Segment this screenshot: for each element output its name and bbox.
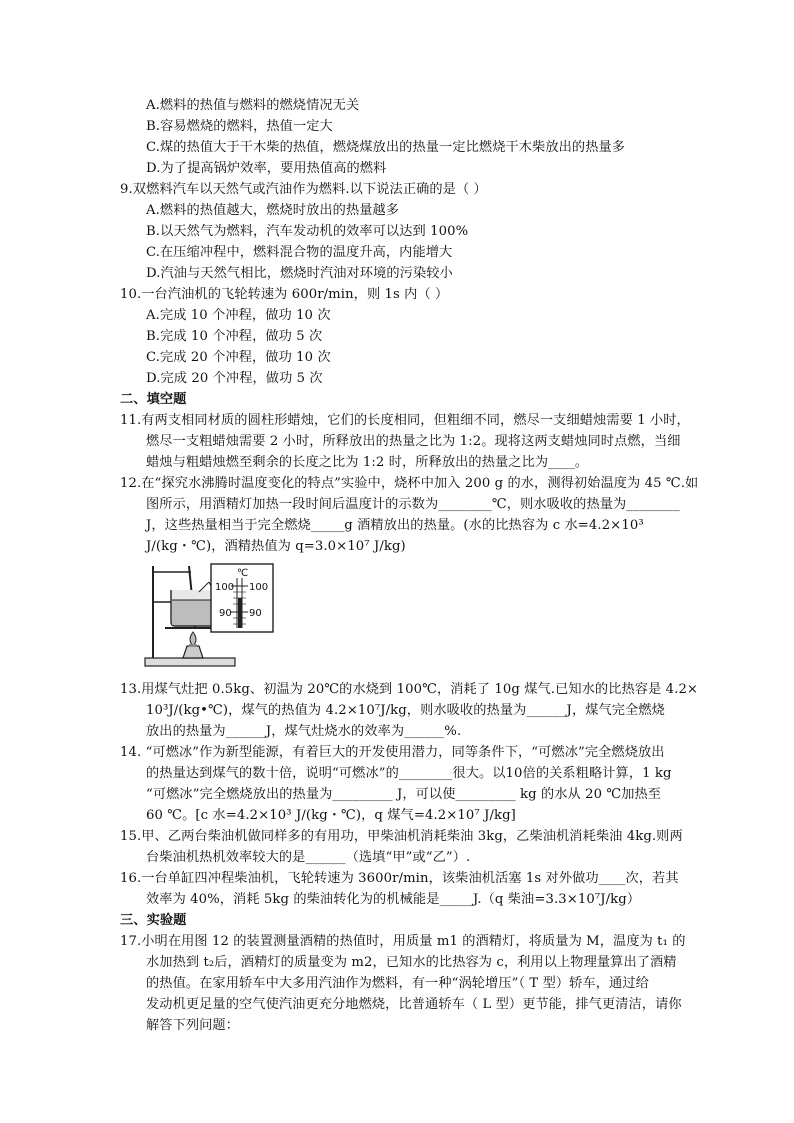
q12-line-4: J/(kg・℃)，酒精热值为 q=3.0×10⁷ J/kg) [146, 539, 406, 554]
q11-line-1: 11.有两支相同材质的圆柱形蜡烛，它们的长度相同，但粗细不同，燃尽一支细蜡烛需要 1 小时， [120, 413, 690, 428]
q10-option-c: C.完成 20 个冲程，做功 10 次 [146, 350, 331, 365]
q14-line-1: 14. “可燃冰”作为新型能源，有着巨大的开发使用潜力，同等条件下，“可燃冰”完全燃烧放出 [120, 745, 665, 760]
section-experiment-heading: 三、实验题 [120, 913, 187, 928]
q8-option-a: A.燃料的热值与燃料的燃烧情况无关 [146, 98, 360, 113]
q9-option-b: B.以天然气为燃料，汽车发动机的效率可以达到 100% [146, 224, 469, 239]
q8-option-c: C.煤的热值大于干木柴的热值，燃烧煤放出的热量一定比燃烧干木柴放出的热量多 [146, 140, 626, 155]
q10-option-d: D.完成 20 个冲程，做功 5 次 [146, 371, 323, 386]
q9-option-c: C.在压缩冲程中，燃料混合物的温度升高，内能增大 [146, 245, 453, 260]
boiling-water-apparatus-figure [143, 562, 383, 670]
scale-tick-100-right: 100 [249, 582, 269, 593]
q11-line-2: 燃尽一支粗蜡烛需要 2 小时，所释放出的热量之比为 1:2。现将这两支蜡烛同时点燃，当细 [146, 434, 681, 449]
q12-line-2: 图所示，用酒精灯加热一段时间后温度计的示数为________℃，则水吸收的热量为________ [146, 497, 680, 512]
q17-line-2: 水加热到 t₂后，酒精灯的质量变为 m2，已知水的比热容为 c，利用以上物理量算出了酒精 [146, 955, 677, 970]
q14-line-2: 的热量达到煤气的数十倍，说明“可燃冰”的________很大。以10倍的关系粗略计算，1 kg [146, 766, 672, 781]
scale-tick-90-left: 90 [219, 608, 232, 619]
q8-option-d: D.为了提高锅炉效率，要用热值高的燃料 [146, 161, 387, 176]
q13-line-1: 13.用煤气灶把 0.5kg、初温为 20℃的水烧到 100℃，消耗了 10g 煤气.已知水的比热容是 4.2× [120, 682, 699, 697]
scale-tick-90-right: 90 [249, 608, 262, 619]
q17-line-1: 17.小明在用图 12 的装置测量酒精的热值时，用质量 m1 的酒精灯，将质量为 M，温度为 t₁ 的 [120, 934, 686, 949]
q13-line-2: 10³J/(kg•℃)，煤气的热值为 4.2×10⁷J/kg，则水吸收的热量为______J，煤气完全燃烧 [146, 703, 665, 718]
q14-line-4: 60 ℃。[c 水=4.2×10³ J/(kg・℃)，q 煤气=4.2×10⁷ J/kg] [146, 808, 516, 823]
q9-option-a: A.燃料的热值越大，燃烧时放出的热量越多 [146, 203, 400, 218]
q10-option-b: B.完成 10 个冲程，做功 5 次 [146, 329, 323, 344]
q11-line-3: 蜡烛与粗蜡烛燃至剩余的长度之比为 1:2 时，所释放出的热量之比为____。 [146, 455, 589, 470]
q14-line-3: “可燃冰”完全燃烧放出的热量为_________ J，可以使_________ kg 的水从 20 ℃加热至 [146, 787, 662, 802]
q9-option-d: D.汽油与天然气相比，燃烧时汽油对环境的污染较小 [146, 266, 453, 281]
q10-option-a: A.完成 10 个冲程，做功 10 次 [146, 308, 331, 323]
q16-line-2: 效率为 40%，消耗 5kg 的柴油转化为的机械能是_____J.（q 柴油=3.3×10⁷J/kg） [146, 892, 641, 907]
q12-line-3: J，这些热量相当于完全燃烧_____g 酒精放出的热量。(水的比热容为 c 水=4.2×10³ [146, 518, 644, 533]
q16-line-1: 16.一台单缸四冲程柴油机，飞轮转速为 3600r/min，该柴油机活塞 1s 对外做功____次，若其 [120, 871, 679, 886]
q17-line-3: 的热值。在家用轿车中大多用汽油作为燃料，有一种“涡轮增压”（ T 型）轿车，通过给 [146, 976, 649, 991]
scale-unit-label: ℃ [237, 568, 249, 579]
q17-line-4: 发动机更足量的空气使汽油更充分地燃烧，比普通轿车（ L 型）更节能，排气更清洁，请你 [146, 997, 682, 1012]
q17-line-5: 解答下列问题： [146, 1018, 240, 1033]
section-fill-in-heading: 二、填空题 [120, 392, 187, 407]
q9-stem: 9.双燃料汽车以天然气或汽油作为燃料.以下说法正确的是（ ） [120, 182, 487, 197]
q8-option-b: B.容易燃烧的燃料，热值一定大 [146, 119, 333, 134]
q12-line-1: 12.在“探究水沸腾时温度变化的特点”实验中，烧杯中加入 200 g 的水，测得初始温度为 45 ℃.如 [120, 476, 699, 491]
q13-line-3: 放出的热量为______J，煤气灶烧水的效率为______%. [146, 724, 462, 739]
q10-stem: 10.一台汽油机的飞轮转速为 600r/min，则 1s 内（ ） [120, 287, 449, 302]
scale-tick-100-left: 100 [215, 582, 235, 593]
q15-line-1: 15.甲、乙两台柴油机做同样多的有用功，甲柴油机消耗柴油 3kg，乙柴油机消耗柴油 4kg.则两 [120, 829, 683, 844]
q15-line-2: 台柴油机热机效率较大的是______（选填“甲”或“乙”）. [146, 850, 471, 865]
